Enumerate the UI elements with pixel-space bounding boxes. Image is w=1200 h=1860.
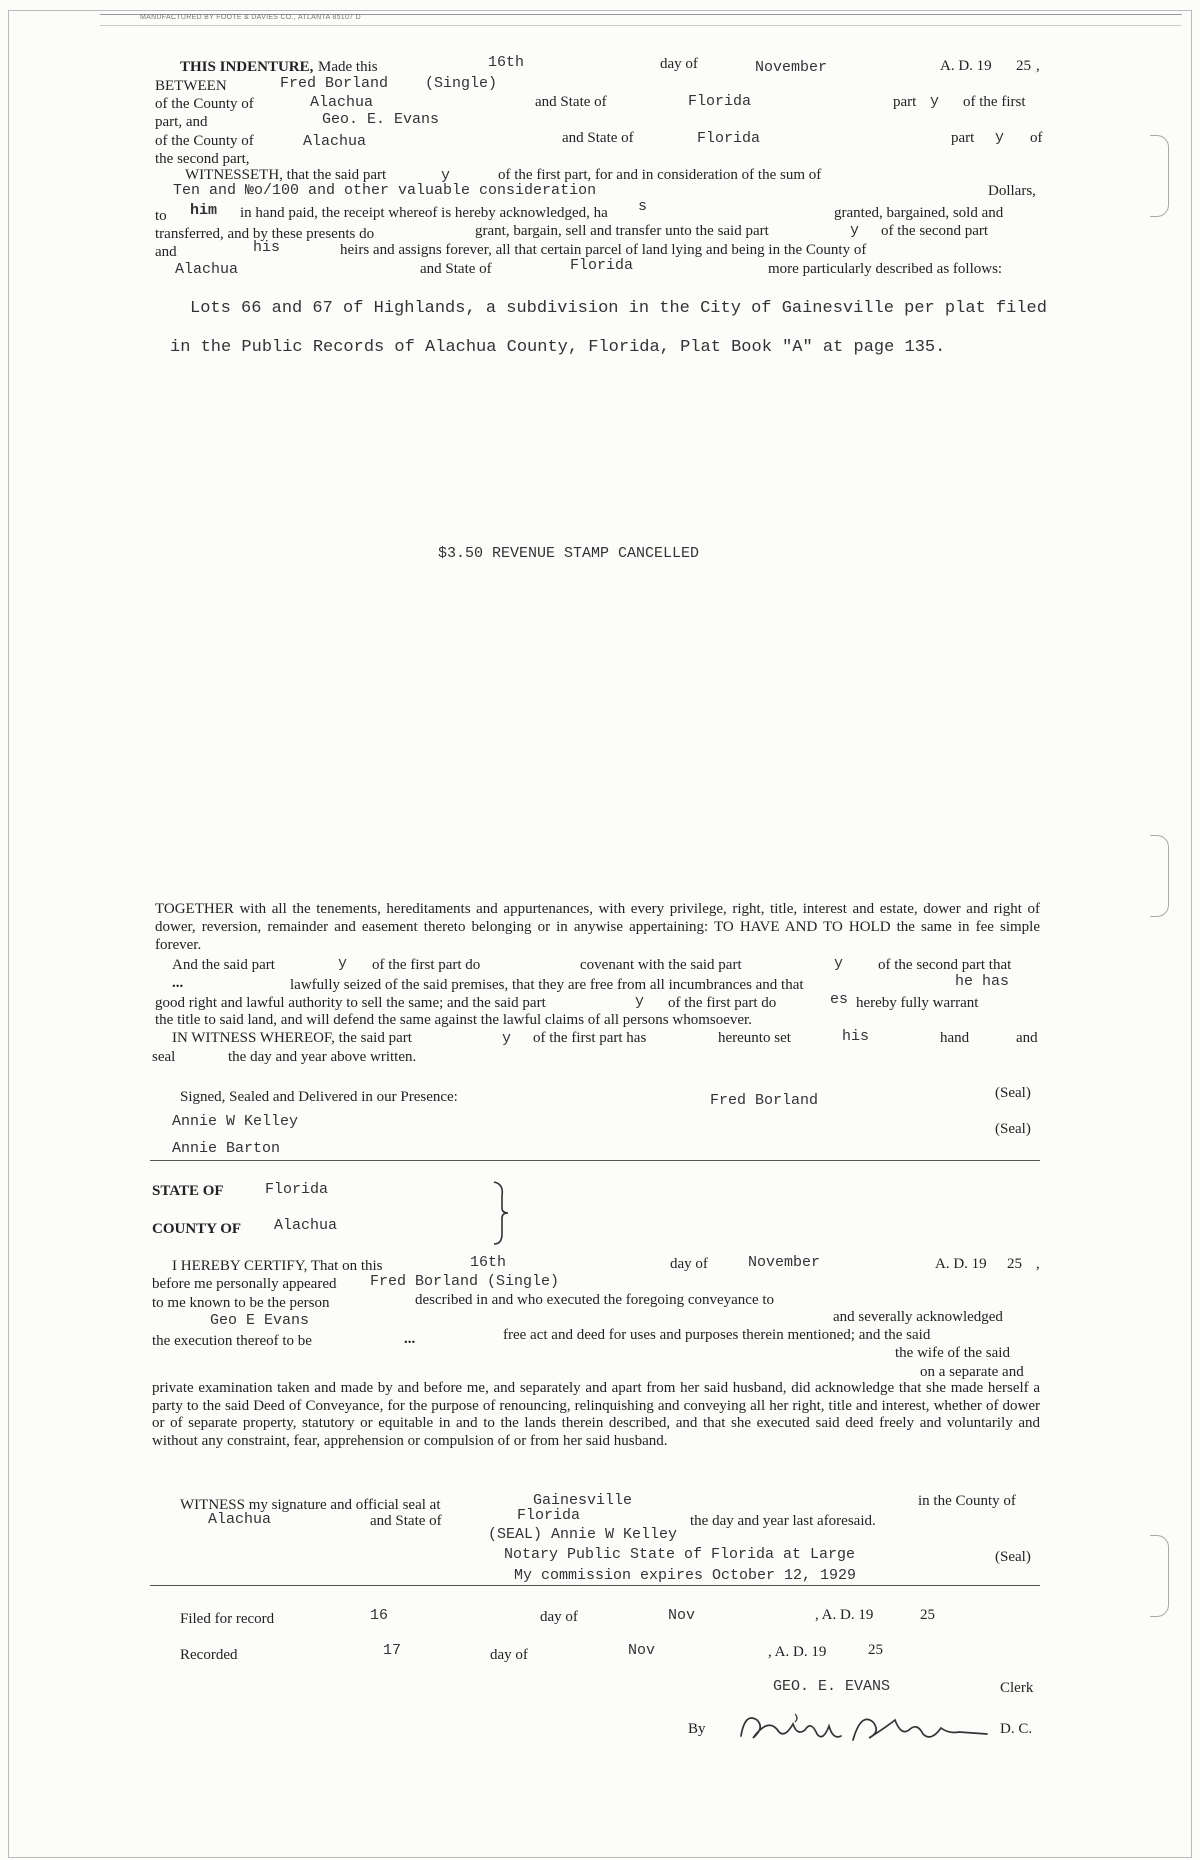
county-label: of the County of xyxy=(155,133,254,149)
comma: , xyxy=(1036,1256,1040,1272)
venue-brace xyxy=(490,1178,514,1248)
county-of-label: COUNTY OF xyxy=(152,1221,242,1237)
between-label: BETWEEN xyxy=(155,78,227,94)
consideration-amount: Ten and №o/100 and other valuable consideration xyxy=(173,182,597,199)
private-exam-paragraph: private examination taken and made by and before me, and separately and apart from her said husband, did acknowledge that she made herself a party to the said Deed of Conveyance, for the purpose of renouncing, relinquishing and conveying all her right, title and interest, whether of dower or of separate property, statutory or equitable in and to the lands therein described, and that she executed said deed freely and voluntarily and without any constraint, fear, apprehension or compulsion of or from her said husband. xyxy=(152,1380,1040,1449)
land-county: Alachua xyxy=(175,261,239,278)
notary-title: Notary Public State of Florida at Large xyxy=(504,1546,856,1563)
ack-grantee: Geo E Evans xyxy=(210,1312,310,1329)
and-label: and xyxy=(155,244,177,260)
and-label: and xyxy=(1016,1030,1038,1046)
ack-county-2: Alachua xyxy=(208,1511,272,1528)
witness-whereof-text: IN WITNESS WHEREOF, the said part xyxy=(172,1030,412,1046)
part-y: y xyxy=(834,955,844,972)
ack-county: Alachua xyxy=(274,1217,338,1234)
dollars-label: Dollars, xyxy=(988,183,1036,199)
good-right-text-2: of the first part do xyxy=(668,995,777,1011)
ad-label: , A. D. 19 xyxy=(815,1607,874,1623)
filed-year: 25 xyxy=(920,1607,935,1623)
ack-year: 25 xyxy=(1007,1256,1022,1272)
certify-text: I HEREBY CERTIFY, That on this xyxy=(172,1258,383,1274)
state-label: and State of xyxy=(562,130,634,146)
known-text: to me known to be the person xyxy=(152,1295,330,1311)
county-label: of the County of xyxy=(155,96,254,112)
dc-label: D. C. xyxy=(1000,1721,1033,1737)
ad-label: A. D. 19 xyxy=(935,1256,987,1272)
witness-2-name: Annie Barton xyxy=(172,1140,281,1157)
to-label: to xyxy=(155,208,167,224)
part-y: y xyxy=(995,129,1005,146)
ad-label: , A. D. 19 xyxy=(768,1644,827,1660)
recorded-label: Recorded xyxy=(180,1647,238,1663)
good-right-text: good right and lawful authority to sell the same; and the said part xyxy=(155,995,546,1011)
heirs-text: heirs and assigns forever, all that certain parcel of land lying and being in the County of xyxy=(340,242,867,258)
grantor-name: Fred Borland xyxy=(280,75,389,92)
binder-hole xyxy=(1150,835,1169,917)
paid-text: in hand paid, the receipt whereof is hereby acknowledged, ha xyxy=(240,205,608,221)
part-and-label: part, and xyxy=(155,114,208,130)
grantee-county: Alachua xyxy=(303,133,367,150)
manufacturer-imprint: MANUFACTURED BY FOOTE & DAVIES CO., ATLANTA 85107 D xyxy=(140,14,361,21)
of-the-first-label: of the first xyxy=(963,94,1026,110)
day-of-label: day of xyxy=(490,1647,528,1663)
in-county-text: in the County of xyxy=(918,1493,1016,1509)
es-suffix: es xyxy=(830,991,849,1008)
grantor-county: Alachua xyxy=(310,94,374,111)
transferred-text: transferred, and by these presents do xyxy=(155,226,375,242)
witness-1-name: Annie W Kelley xyxy=(172,1113,299,1130)
ack-month: November xyxy=(748,1254,821,1271)
he-has: he has xyxy=(955,973,1010,990)
covenant-text-2: of the first part do xyxy=(372,957,481,973)
state-label: and State of xyxy=(420,261,492,277)
indenture-month: November xyxy=(755,59,828,76)
title-text: the title to said land, and will defend the same against the lawful claims of all persons whomsoever. xyxy=(155,1012,752,1028)
ad-label: A. D. 19 xyxy=(940,58,992,74)
ack-state-2: Florida xyxy=(517,1507,581,1524)
clerk-name: GEO. E. EVANS xyxy=(773,1678,891,1695)
seal-label: (Seal) xyxy=(995,1121,1031,1137)
together-paragraph: TOGETHER with all the tenements, hereditaments and appurtenances, with every privilege, right, title, interest and estate, dower and right of dower, reversion, remainder and easement thereto belonging or in anywise appertaining: TO HAVE AND TO HOLD the same in fee simple forever. xyxy=(155,901,1040,953)
binder-hole xyxy=(1150,135,1169,217)
wife-text: the wife of the said xyxy=(895,1345,1010,1361)
witness-whereof-text-2: of the first part has xyxy=(533,1030,647,1046)
severally-text: and severally acknowledged xyxy=(833,1309,1003,1325)
indenture-day: 16th xyxy=(488,54,525,71)
ellipsis: ... xyxy=(404,1331,416,1347)
part-y: y xyxy=(338,955,348,972)
of-label: of xyxy=(1030,130,1043,146)
part-y: y xyxy=(930,93,940,110)
covenant-text-4: of the second part that xyxy=(878,957,1012,973)
part-y: y xyxy=(502,1030,512,1047)
recorded-year: 25 xyxy=(868,1642,883,1658)
day-year-text: the day and year above written. xyxy=(228,1049,417,1065)
filed-label: Filed for record xyxy=(180,1611,275,1627)
hand-label: hand xyxy=(940,1030,970,1046)
covenant-text-3: covenant with the said part xyxy=(580,957,742,973)
section-divider xyxy=(150,1160,1040,1161)
appeared-text: before me personally appeared xyxy=(152,1276,337,1292)
separate-text: on a separate and xyxy=(920,1364,1024,1380)
pronoun-his: his xyxy=(253,239,281,256)
lawfully-text: lawfully seized of the said premises, that they are free from all incumbrances and that xyxy=(290,977,804,993)
day-year-text: the day and year last aforesaid. xyxy=(690,1513,876,1529)
signer-name: Fred Borland xyxy=(710,1092,819,1109)
execution-text: the execution thereof to be xyxy=(152,1333,312,1349)
witnesseth-text: WITNESSETH, that the said part xyxy=(185,167,387,183)
recorded-month: Nov xyxy=(628,1642,656,1659)
seal-label: (Seal) xyxy=(995,1549,1031,1565)
filed-day: 16 xyxy=(370,1607,389,1624)
grantee-state: Florida xyxy=(697,130,761,147)
granted-text: granted, bargained, sold and xyxy=(834,205,1004,221)
covenant-text: And the said part xyxy=(172,957,275,973)
day-of-label: day of xyxy=(540,1609,578,1625)
filed-month: Nov xyxy=(668,1607,696,1624)
seal-label: (Seal) xyxy=(995,1085,1031,1101)
day-of-label: day of xyxy=(670,1256,708,1272)
day-of-label: day of xyxy=(660,56,698,72)
indenture-label: THIS INDENTURE, xyxy=(180,59,314,75)
has-suffix: s xyxy=(638,198,648,215)
part-y: y xyxy=(850,222,860,239)
ellipsis: ... xyxy=(172,975,184,991)
notary-seal-line: (SEAL) Annie W Kelley xyxy=(488,1526,678,1543)
seal-word: seal xyxy=(152,1049,176,1065)
made-this-label: Made this xyxy=(318,59,378,75)
indenture-year: 25 xyxy=(1016,58,1031,74)
deputy-clerk-signature xyxy=(735,1706,995,1748)
part-y: y xyxy=(441,167,451,184)
witness-text: WITNESS my signature and official seal at xyxy=(180,1497,441,1513)
land-state: Florida xyxy=(570,257,634,274)
legal-description-line-2: in the Public Records of Alachua County, Florida, Plat Book "A" at page 135. xyxy=(170,338,946,357)
appeared-name: Fred Borland (Single) xyxy=(370,1273,560,1290)
place-value: Gainesville xyxy=(533,1492,633,1509)
state-of-text: and State of xyxy=(370,1513,442,1529)
pronoun-him: him xyxy=(190,202,218,219)
second-part-label: the second part, xyxy=(155,151,250,167)
witnesseth-text-2: of the first part, for and in consideration of the sum of xyxy=(498,167,822,183)
described-text: described in and who executed the foregoing conveyance to xyxy=(415,1292,775,1308)
grantee-name: Geo. E. Evans xyxy=(322,111,440,128)
free-act-text: free act and deed for uses and purposes therein mentioned; and the said xyxy=(503,1327,931,1343)
comma: , xyxy=(1036,58,1040,74)
ack-day: 16th xyxy=(470,1254,507,1271)
presence-label: Signed, Sealed and Delivered in our Presence: xyxy=(180,1089,458,1105)
warrant-text: hereby fully warrant xyxy=(856,995,979,1011)
hereunto-text: hereunto set xyxy=(718,1030,791,1046)
ack-state: Florida xyxy=(265,1181,329,1198)
commission-expiry: My commission expires October 12, 1929 xyxy=(514,1567,857,1584)
part-label: part xyxy=(893,94,917,110)
recorded-day: 17 xyxy=(383,1642,402,1659)
state-label: and State of xyxy=(535,94,607,110)
revenue-stamp-note: $3.50 REVENUE STAMP CANCELLED xyxy=(438,545,700,562)
clerk-label: Clerk xyxy=(1000,1680,1034,1696)
part-label: part xyxy=(951,130,975,146)
described-text: more particularly described as follows: xyxy=(768,261,1003,277)
grantor-note: (Single) xyxy=(425,75,498,92)
legal-description-line-1: Lots 66 and 67 of Highlands, a subdivision in the City of Gainesville per plat filed xyxy=(190,299,1047,318)
grantor-state: Florida xyxy=(688,93,752,110)
by-label: By xyxy=(688,1721,706,1737)
section-divider xyxy=(150,1585,1040,1586)
part-y: y xyxy=(635,993,645,1010)
pronoun-his: his xyxy=(842,1028,870,1045)
binder-hole xyxy=(1150,1535,1169,1617)
of-second-part-label: of the second part xyxy=(881,223,989,239)
grant-text: grant, bargain, sell and transfer unto the said part xyxy=(475,223,769,239)
state-of-label: STATE OF xyxy=(152,1183,224,1199)
